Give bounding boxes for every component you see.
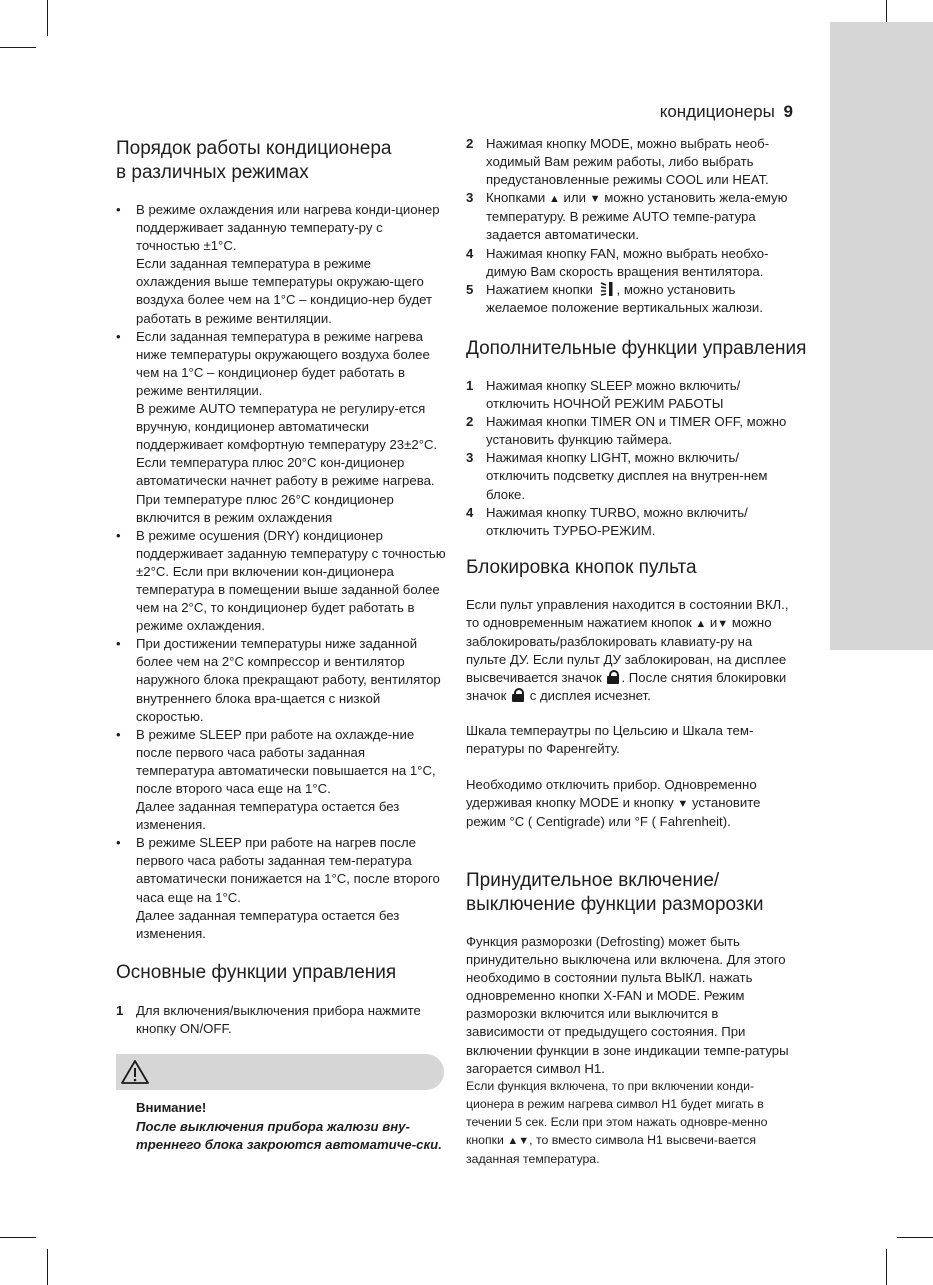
defrost-heading-line-2: выключение функции разморозки bbox=[466, 894, 764, 915]
step-number: 1 bbox=[466, 378, 474, 393]
lock-text-b: можно заблокировать/разблокировать клавиату-ру на пульте ДУ. Если пульт ДУ заблокирован, на дисплее высвечивается значок bbox=[466, 615, 787, 686]
crop-mark bbox=[897, 1237, 933, 1238]
crop-mark bbox=[0, 1237, 36, 1238]
list-item bbox=[116, 635, 446, 725]
modes-heading-line-1: Порядок работы кондиционера bbox=[116, 138, 392, 159]
lock-text-c: . После снятия блокировки значок bbox=[466, 670, 787, 704]
crop-mark bbox=[886, 1249, 887, 1285]
list-item bbox=[116, 1002, 426, 1038]
up-arrow-icon: ▲ bbox=[548, 193, 560, 206]
basic-steps-continued bbox=[466, 135, 796, 317]
bullet-text: • В режиме SLEEP при работе на нагрев после первого часа работы заданная тем-пература автоматически понижается на 1°C, после второго часа еще на 1°C. bbox=[136, 835, 440, 905]
step-number: 4 bbox=[466, 245, 474, 261]
bullet-text: Далее заданная температура остается без изменения. bbox=[136, 799, 400, 833]
list-item bbox=[466, 449, 796, 503]
list-item bbox=[466, 135, 796, 189]
list-item bbox=[116, 328, 446, 527]
step-number: 3 bbox=[466, 190, 474, 206]
crop-mark bbox=[47, 1249, 48, 1285]
list-item bbox=[466, 377, 796, 413]
step-text-end: , можно установить желаемое положение вертикальных жалюзи. bbox=[486, 281, 763, 315]
lock-text-and: и bbox=[709, 615, 718, 631]
step-text: Нажимая кнопку LIGHT, можно включить/ отключить подсветку дисплея на внутрен-нем блоке. bbox=[486, 450, 768, 502]
step-text-or: или bbox=[563, 190, 586, 206]
step-number: 1 bbox=[116, 1003, 124, 1018]
step-number: 3 bbox=[466, 450, 474, 466]
step-text: Нажимая кнопку SLEEP можно включить/ отключить НОЧНОЙ РЕЖИМ РАБОТЫ bbox=[486, 378, 741, 412]
defrost-text-b: , то вместо символа H1 высвечи-вается заданная температура. bbox=[466, 1133, 756, 1167]
down-arrow-icon: ▼ bbox=[677, 798, 689, 811]
list-item bbox=[116, 527, 446, 636]
step-text: Нажимая кнопку FAN, можно выбрать необхо-димую Вам скорость вращения вентилятора. bbox=[486, 245, 769, 279]
step-text-start: Кнопками bbox=[486, 190, 546, 206]
lock-icon bbox=[607, 670, 619, 684]
page-number: 9 bbox=[783, 102, 793, 121]
defrost-paragraph: Функция разморозки (Defrosting) может быть принудительно выключена или включена. Для этого необходимо в состоянии пульта ВЫКЛ. нажать одновременно кнопки X-FAN и MODE. Режим разморозки включится или выключится в зависимости от предыдущего состояния. При включении функции в зоне индикации темпе-ратуры загорается символ H1. bbox=[466, 934, 789, 1076]
lock-heading: Блокировка кнопок пульта bbox=[466, 557, 697, 578]
bullet-text: • Если заданная температура в режиме нагрева ниже температуры окружающего воздуха более чем на 1°C – кондиционер будет работать в режиме вентиляции. bbox=[136, 328, 430, 398]
warning-banner bbox=[116, 1054, 444, 1090]
bullet-text: В режиме AUTO температура не регулиру-ется вручную, кондиционер автоматически поддерживает комфортную температуру 23±2°С. Если температура плюс 20°С кон-диционер автоматически начнет работу в режиме нагрева. При температуре плюс 26°С кондиционер включится в режим охлаждения bbox=[136, 401, 438, 525]
down-arrow-icon: ▼ bbox=[717, 618, 729, 631]
defrost-heading-line-1: Принудительное включение/ bbox=[466, 870, 720, 891]
scale-text-b: установите режим °C ( Centigrade) или °F ( Fahrenheit). bbox=[466, 795, 761, 830]
step-text bbox=[486, 282, 763, 315]
modes-heading bbox=[116, 137, 456, 185]
lock-text-d: с дисплея исчезнет. bbox=[529, 688, 651, 704]
swing-icon bbox=[600, 281, 614, 297]
running-head-title: кондиционеры bbox=[659, 102, 775, 121]
list-item bbox=[466, 413, 796, 449]
step-text bbox=[486, 190, 788, 242]
lock-text-a: Если пульт управления находится в состоянии ВКЛ., то одновременным нажатием кнопок bbox=[466, 597, 789, 631]
defrost-paragraph-2 bbox=[466, 1077, 796, 1168]
warning-text-block bbox=[136, 1099, 446, 1155]
section-tab bbox=[830, 22, 933, 650]
list-item bbox=[116, 726, 446, 835]
list-item bbox=[466, 189, 796, 244]
modes-bullet-list bbox=[116, 201, 446, 943]
modes-heading-line-2: в различных режимах bbox=[116, 162, 309, 183]
warning-title: Внимание! bbox=[136, 1100, 207, 1115]
bullet-text: • В режиме SLEEP при работе на охлажде-ние после первого часа работы заданная температура автоматически повышается на 1°C, после второго часа еще на 1°C. bbox=[136, 726, 436, 796]
list-item bbox=[116, 834, 446, 943]
crop-mark bbox=[0, 47, 36, 48]
step-text: Нажимая кнопку TURBO, можно включить/ отключить ТУРБО-РЕЖИМ. bbox=[486, 504, 748, 538]
up-down-arrows-icon: ▲▼ bbox=[507, 1135, 530, 1148]
scale-instructions bbox=[466, 776, 796, 831]
crop-mark bbox=[47, 0, 48, 36]
down-arrow-icon: ▼ bbox=[589, 193, 601, 206]
list-item bbox=[466, 281, 796, 317]
lock-icon bbox=[512, 688, 524, 702]
step-number: 5 bbox=[466, 281, 474, 297]
extra-steps-list bbox=[466, 377, 796, 540]
bullet-text: Далее заданная температура остается без изменения. bbox=[136, 907, 400, 941]
list-item bbox=[466, 245, 796, 281]
lock-paragraph bbox=[466, 596, 796, 706]
basic-steps-list bbox=[116, 1002, 426, 1038]
running-head bbox=[660, 102, 793, 122]
defrost-heading bbox=[466, 869, 806, 917]
warning-icon bbox=[120, 1058, 150, 1086]
bullet-text: • При достижении температуры ниже заданной более чем на 2°C компрессор и вентилятор наружного блока прекращают работу, вентилятор внутреннего блока вра-щается с низкой скоростью. bbox=[136, 636, 441, 724]
step-text: Для включения/выключения прибора нажмите кнопку ON/OFF. bbox=[136, 1003, 421, 1037]
bullet-text: Если заданная температура в режиме охлаждения выше температуры окружаю-щего воздуха более чем на 1°C – кондицио-нер будет работать в режиме вентиляции. bbox=[136, 256, 433, 326]
step-text-start: Нажатием кнопки bbox=[486, 281, 593, 297]
bullet-text: • В режиме осушения (DRY) кондиционер поддерживает заданную температуру с точностью ±2°C. Если при включении кон-диционера температура в помещении выше заданной более чем на 2°C, то кондиционер будет работать в режиме охлаждения. bbox=[136, 527, 446, 634]
step-number: 4 bbox=[466, 504, 474, 520]
basic-functions-heading: Основные функции управления bbox=[116, 962, 397, 983]
up-arrow-icon: ▲ bbox=[695, 618, 707, 631]
bullet-text: • В режиме охлаждения или нагрева конди-ционер поддерживает заданную температу-ру с точностью ±1°C. bbox=[136, 202, 440, 254]
step-text: Нажимая кнопку MODE, можно выбрать необ-ходимый Вам режим работы, либо выбрать предустановленные режимы COOL или HEAT. bbox=[486, 136, 770, 188]
defrost-text-a: Если функция включена, то при включении конди-ционера в режим нагрева символ H1 будет мигать в течении 5 сек. Если при этом нажать одновре-менно кнопки bbox=[466, 1079, 768, 1148]
scale-text-a: Необходимо отключить прибор. Одновременно удерживая кнопку MODE и кнопку bbox=[466, 777, 757, 811]
step-text-end: можно установить жела-емую температуру. В режиме AUTO темпе-ратура задается автоматически. bbox=[486, 190, 788, 243]
step-text: Нажимая кнопки TIMER ON и TIMER OFF, можно установить функцию таймера. bbox=[486, 414, 787, 448]
warning-body: После выключения прибора жалюзи вну-треннего блока закроются автоматиче-ски. bbox=[136, 1118, 442, 1152]
step-number: 2 bbox=[466, 136, 474, 151]
list-item bbox=[466, 504, 796, 540]
list-item bbox=[116, 201, 446, 328]
scale-paragraph: Шкала темпераутры по Цельсию и Шкала тем-пературы по Фаренгейту. bbox=[466, 723, 754, 757]
step-number: 2 bbox=[466, 414, 474, 430]
extra-functions-heading: Дополнительные функции управления bbox=[466, 338, 807, 359]
